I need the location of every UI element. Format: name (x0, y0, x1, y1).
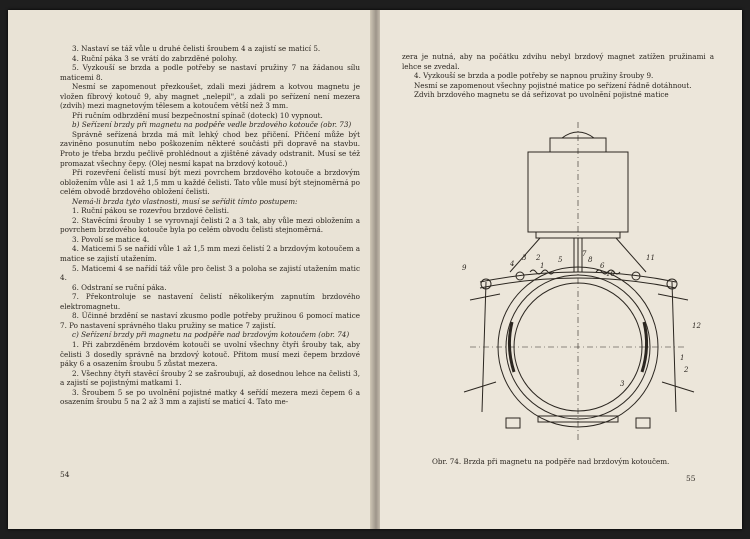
figure-label: 9 (462, 264, 467, 272)
left-paragraph: 1. Ruční pákou se rozevřou brzdové čelisti. (72, 206, 230, 216)
left-paragraph: 2. Všechny čtyři stavěcí šrouby 2 se zašroubují, až dosednou lehce na čelisti 3, a zajistí se pojistnými matkami 1. (60, 368, 360, 388)
figure-label: 6 (600, 262, 605, 270)
right-page (380, 10, 742, 529)
figure-label: 10 (606, 270, 615, 278)
left-paragraph: 3. Povolí se matice 4. (72, 234, 150, 244)
left-paragraph: Nemá-li brzda tyto vlastnosti, musí se seřídit tímto postupem: (72, 196, 298, 206)
figure-label: 1 (540, 262, 545, 270)
figure-label: 7 (582, 250, 587, 258)
left-paragraph: c) Seřízení brzdy při magnetu na podpěře nad brzdovým kotoučem (obr. 74) (72, 330, 350, 340)
right-paragraph: 4. Vyzkouší se brzda a podle potřeby se napnou pružiny šrouby 9. (414, 71, 654, 81)
left-paragraph: 3. Šroubem 5 se po uvolnění pojistné matky 4 seřídí mezera mezi čepem 6 a osazením šroubu 5 na 2 až 3 mm a zajistí se maticí 4. Tato me- (60, 387, 360, 407)
left-paragraph: 4. Ruční páka 3 se vrátí do zabrzděné polohy. (72, 53, 238, 63)
figure-label: 3 (522, 254, 527, 262)
left-paragraph: Správně seřízená brzda má mít lehký chod bez přičení. Přičení může být zaviněno posunutím nebo poškozením některé součásti při dopravě na stavbu. Proto je třeba brzdu pečlivě prohlédnout a zjištěné závady odstranit. Musí se též promazat všechny čepy. (Olej nesmí kapat na brzdový kotouč.) (60, 129, 360, 168)
brake-drawing (440, 122, 710, 452)
left-page-text (60, 44, 360, 407)
figure-label: 1 (680, 354, 685, 362)
left-paragraph: 3. Nastaví se táž vůle u druhé čelisti šroubem 4 a zajistí se maticí 5. (72, 44, 321, 53)
figure-label: 5 (558, 256, 563, 264)
left-paragraph: 6. Odstraní se ruční páka. (72, 282, 167, 292)
book-spread (8, 10, 742, 529)
left-paragraph: 1. Při zabrzděném brzdovém kotouči se uvolní všechny čtyři šrouby tak, aby čelisti 3 dosedly správně na brzdový kotouč. Přitom musí mezi čepem brzdové páky 6 a osazením šroubu 5 zůstat mezera. (60, 339, 360, 369)
left-paragraph: Nesmí se zapomenout přezkoušet, zdali mezi jádrem a kotvou magnetu je vložen fíbrový kotouč 9, aby magnet „nelepil", a zdali po seřízení není mezera (zdvih) mezi magnetovým tělesem a kotoučem větší než 3 mm. (60, 82, 360, 111)
right-page-text (402, 52, 714, 100)
figure-label: 2 (536, 254, 541, 262)
left-paragraph: 2. Stavěcími šrouby 1 se vyrovnají čelisti 2 a 3 tak, aby vůle mezi obložením a povrchem brzdového kotouče byla po celém obvodu čelisti stejnoměrná. (60, 215, 360, 235)
left-paragraph: b) Seřízení brzdy při magnetu na podpěře vedle brzdového kotouče (obr. 73) (72, 120, 352, 130)
left-paragraph: Při rozevření čelistí musí být mezi povrchem brzdového kotouče a brzdovým obložením vůle asi 1 až 1,5 mm u každé čelisti. Tato vůle musí být stejnoměrná po celém obvodě brzdového obložení čelisti. (60, 168, 360, 197)
left-paragraph: 5. Maticemi 4 se nařídí táž vůle pro čelist 3 a poloha se zajistí utažením matic 4. (60, 263, 360, 283)
right-paragraph: Zdvih brzdového magnetu se dá seřizovat po uvolnění pojistné matice (414, 90, 669, 100)
left-paragraph: 4. Maticemi 5 se nařídí vůle 1 až 1,5 mm mezi čelistí 2 a brzdovým kotoučem a matice se zajistí utažením. (60, 244, 361, 264)
left-paragraph: 7. Překontroluje se nastavení čelistí několikerým zapnutím brzdového elektromagnetu. (60, 292, 360, 311)
left-paragraph: 5. Vyzkouší se brzda a podle potřeby se nastaví pružiny 7 na žádanou sílu maticemi 8. (60, 63, 360, 82)
right-paragraph: Nesmí se zapomenout všechny pojistné matice po seřízení řádně dotáhnout. (414, 80, 692, 90)
left-paragraph: Při ručním odbrzdění musí bezpečnostní spínač (doteck) 10 vypnout. (72, 110, 323, 120)
brake-figure (440, 122, 710, 452)
figure-label: 3 (620, 380, 625, 388)
figure-caption: Obr. 74. Brzda při magnetu na podpěře nad brzdovým kotoučem. (432, 457, 670, 466)
right-paragraph: zera je nutná, aby na počátku zdvihu nebyl brzdový magnet zatížen pružinami a lehce se zvedal. (402, 52, 714, 71)
left-paragraph: 8. Účinné brzdění se nastaví zkusmo podle potřeby pružinou 6 pomocí matice 7. Po nastavení správného tlaku pružiny se matice 7 zajistí. (60, 311, 360, 330)
figure-label: 12 (692, 322, 701, 330)
figure-label: 4 (510, 260, 515, 268)
figure-label: 8 (588, 256, 593, 264)
right-page-number: 55 (686, 474, 696, 483)
figure-label: 2 (684, 366, 689, 374)
figure-label: 11 (646, 254, 655, 262)
left-page (8, 10, 372, 529)
left-page-number: 54 (60, 470, 70, 479)
